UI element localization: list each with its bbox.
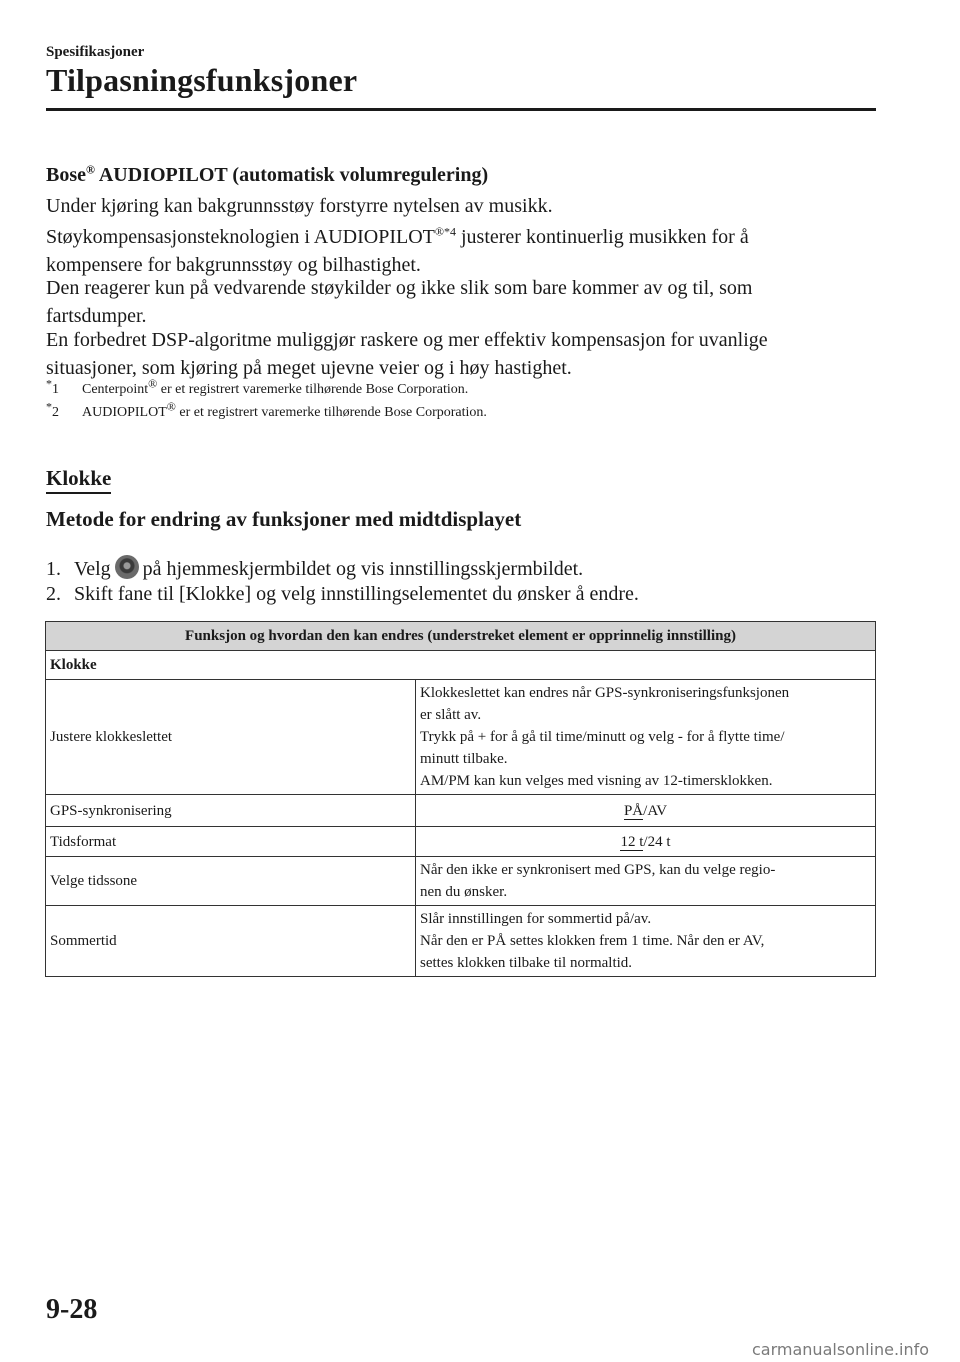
default-option: 12 t	[620, 833, 644, 850]
step-1: 1. Velg på hjemmeskjermbildet og vis innstillingsskjermbildet.	[46, 555, 583, 581]
table-group-label: Klokke	[46, 651, 876, 680]
page-title: Tilpasningsfunksjoner	[46, 62, 358, 98]
page-number: 9-28	[46, 1294, 98, 1325]
table-row	[46, 827, 876, 857]
footnote-2: *2 AUDIOPILOT® er et registrert varemerke tilhørende Bose Corporation.	[46, 399, 487, 420]
step-2: 2. Skift fane til [Klokke] og velg innstillingselementet du ønsker å endre.	[46, 583, 639, 605]
watermark: carmanualsonline.info	[752, 1340, 930, 1359]
table-group-row	[46, 651, 876, 680]
bose-paragraph-3: Den reagerer kun på vedvarende støykilder og ikke slik som bare kommer av og til, som fartsdumper.	[46, 277, 753, 327]
settings-table	[45, 621, 876, 977]
table-cell-name: Sommertid	[46, 906, 416, 977]
table-cell-description: Når den ikke er synkronisert med GPS, kan du velge regio- nen du ønsker.	[416, 857, 876, 906]
table-cell-options: PÅ/AV	[416, 795, 876, 827]
table-header: Funksjon og hvordan den kan endres (understreket element er opprinnelig innstilling)	[46, 622, 876, 651]
bose-paragraph-1: Under kjøring kan bakgrunnsstøy forstyrre nytelsen av musikk.	[46, 195, 553, 217]
settings-icon	[115, 555, 139, 579]
bose-heading: Bose® AUDIOPILOT (automatisk volumregulering)	[46, 162, 489, 186]
table-row	[46, 795, 876, 827]
table-row	[46, 906, 876, 977]
table-cell-name: GPS-synkronisering	[46, 795, 416, 827]
table-cell-description: Slår innstillingen for sommertid på/av. Når den er PÅ settes klokken frem 1 time. Når den er AV, settes klokken tilbake til normaltid.	[416, 906, 876, 977]
table-row	[46, 680, 876, 795]
klokke-heading: Klokke	[46, 466, 111, 494]
table-cell-description: Klokkeslettet kan endres når GPS-synkroniseringsfunksjonen er slått av. Trykk på + for å gå til time/minutt og velg - for å flytte time/ minutt tilbake. AM/PM kan kun velges med visning av 12-timersklokken.	[416, 680, 876, 795]
section-label: Spesifikasjoner	[46, 44, 145, 60]
table-cell-options: 12 t/24 t	[416, 827, 876, 857]
footnote-1: *1 Centerpoint® er et registrert varemerke tilhørende Bose Corporation.	[46, 376, 469, 397]
table-row	[46, 857, 876, 906]
table-header-row	[46, 622, 876, 651]
bose-paragraph-4: En forbedret DSP-algoritme muliggjør raskere og mer effektiv kompensasjon for uvanlige situasjoner, som kjøring på meget ujevne veier og i høy hastighet.	[46, 329, 768, 379]
method-heading: Metode for endring av funksjoner med midtdisplayet	[46, 507, 522, 531]
bose-paragraph-2: Støykompensasjonsteknologien i $AUDIOPILOT^{®*4}$ justerer kontinuerlig musikken for å kompensere for bakgrunnsstøy og bilhastighet.	[46, 224, 749, 276]
table-cell-name: Tidsformat	[46, 827, 416, 857]
title-rule	[46, 108, 876, 111]
table-cell-name: Velge tidssone	[46, 857, 416, 906]
table-cell-name: Justere klokkeslettet	[46, 680, 416, 795]
default-option: PÅ	[623, 802, 644, 819]
